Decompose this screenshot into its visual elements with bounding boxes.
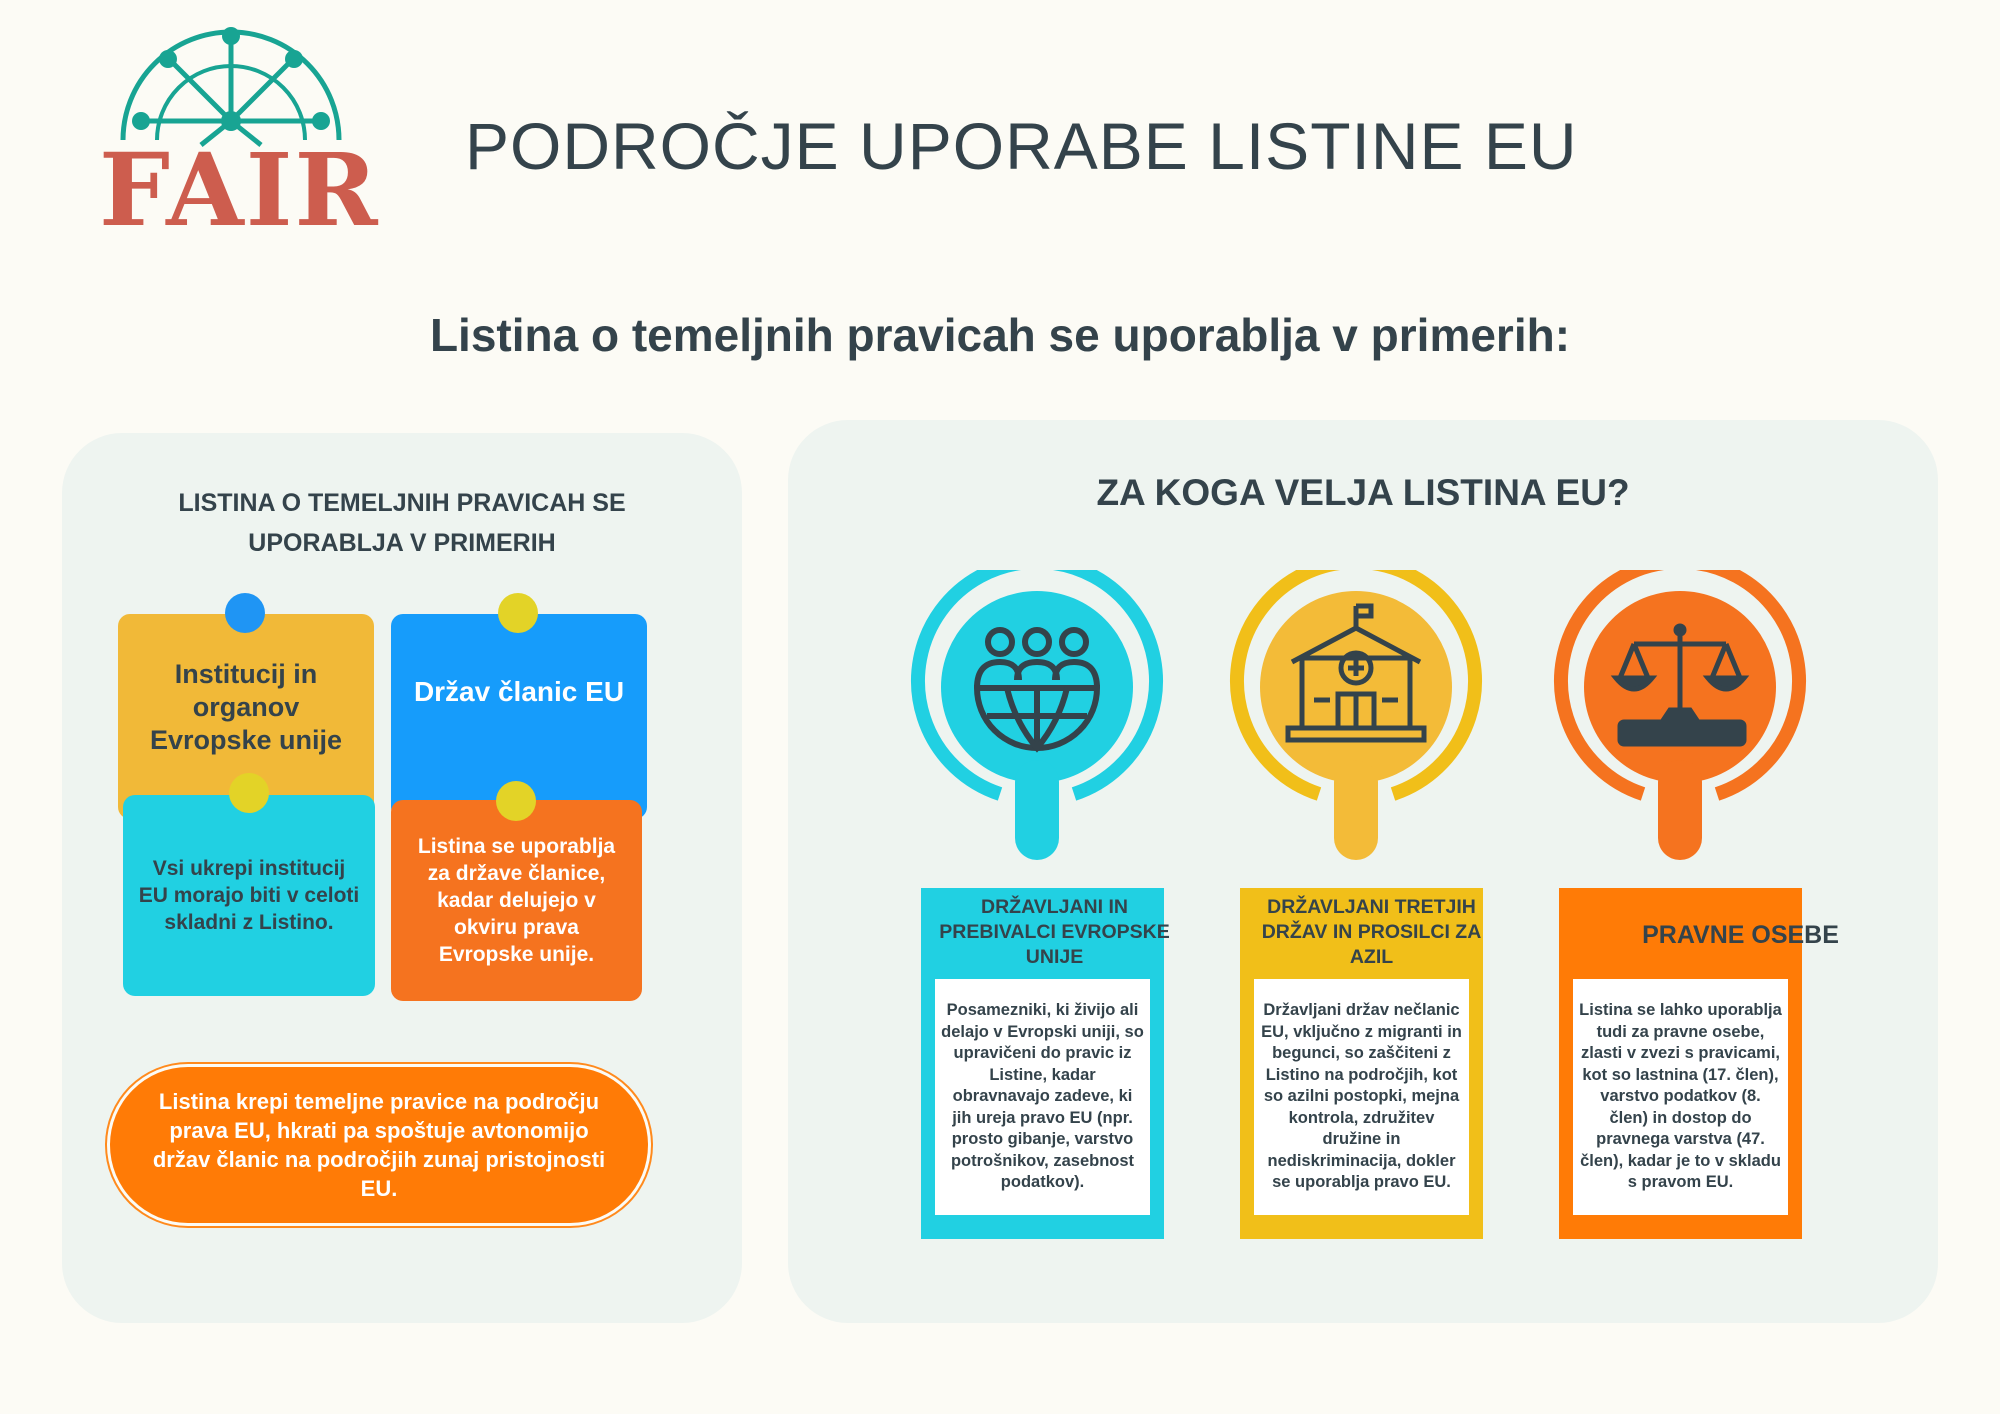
info-box-text: Listina se lahko uporablja tudi za pravne osebe, zlasti v zvezi s pravicami, kot so lastnina (17. člen), varstvo podatkov (8. člen) in dostop do pravnega varstva (47. člen), kadar je to v skladu s pravom EU. — [1573, 979, 1788, 1215]
info-box-third-country — [1240, 888, 1483, 1239]
pin-marker-citizens — [907, 570, 1167, 870]
right-panel-heading: ZA KOGA VELJA LISTINA EU? — [1096, 472, 1630, 513]
info-box-legal-persons — [1559, 888, 1839, 1239]
note-text: Listina krepi temeljne pravice na področju prava EU, hkrati pa spoštuje avtonomijo držav članic na področjih zunaj pristojnosti EU. — [152, 1089, 606, 1201]
card-institutions-detail-text: Vsi ukrepi institucij EU morajo biti v celoti skladni z Listino. — [138, 857, 360, 934]
scales-of-justice-icon — [1616, 626, 1744, 744]
pin-dot-yellow — [498, 593, 538, 633]
page-subtitle: Listina o temeljnih pravicah se uporablja v primerih: — [429, 309, 1571, 361]
left-heading-line-2: UPORABLJA V PRIMERIH — [248, 529, 556, 557]
info-box-text: Državljani držav nečlanic EU, vključno z migranti in begunci, so zaščiteni z Listino na področjih, kot so azilni postopki, mejna kontrola, združitev družine in nediskriminacija, dokler se uporablja pravo EU. — [1254, 979, 1469, 1215]
card-member-states-detail-text: Listina se uporablja za države članice, kadar delujejo v okviru prava Evropske unije. — [417, 835, 616, 966]
pin-marker-legal-persons — [1550, 570, 1810, 870]
info-box-title: DRŽAVLJANI IN PREBIVALCI EVROPSKE UNIJE — [939, 895, 1170, 968]
page-title: PODROČJE UPORABE LISTINE EU — [465, 109, 1578, 183]
info-box-text: Posamezniki, ki živijo ali delajo v Evropski uniji, so upravičeni do pravic iz Listine, kadar obravnavajo zadeve, ki jih ureja pravo EU (npr. prosto gibanje, varstvo potrošnikov, zasebnost podatkov). — [935, 979, 1150, 1215]
fair-logo — [95, 25, 385, 255]
pin-marker-third-country — [1226, 570, 1486, 870]
ship-wheel-icon — [95, 25, 385, 255]
card-member-states-text: Držav članic EU — [413, 675, 625, 707]
info-box-title: PRAVNE OSEBE — [1642, 921, 1839, 949]
left-heading-line-1: LISTINA O TEMELJNIH PRAVICAH SE — [178, 489, 626, 517]
pin-dot-blue — [225, 593, 265, 633]
card-institutions-detail — [123, 795, 375, 996]
pin-dot-yellow — [496, 781, 536, 821]
pin-dot-yellow — [229, 773, 269, 813]
logo-text: FAIR — [99, 131, 380, 249]
card-member-states-detail — [391, 800, 642, 1001]
card-institutions-text: Institucij in organov Evropske unije — [149, 659, 343, 755]
info-box-title: DRŽAVLJANI TRETJIH DRŽAV IN PROSILCI ZA AZIL — [1261, 895, 1482, 968]
info-box-citizens — [921, 888, 1170, 1239]
left-panel-heading — [62, 483, 742, 563]
note-pill — [110, 1067, 648, 1223]
